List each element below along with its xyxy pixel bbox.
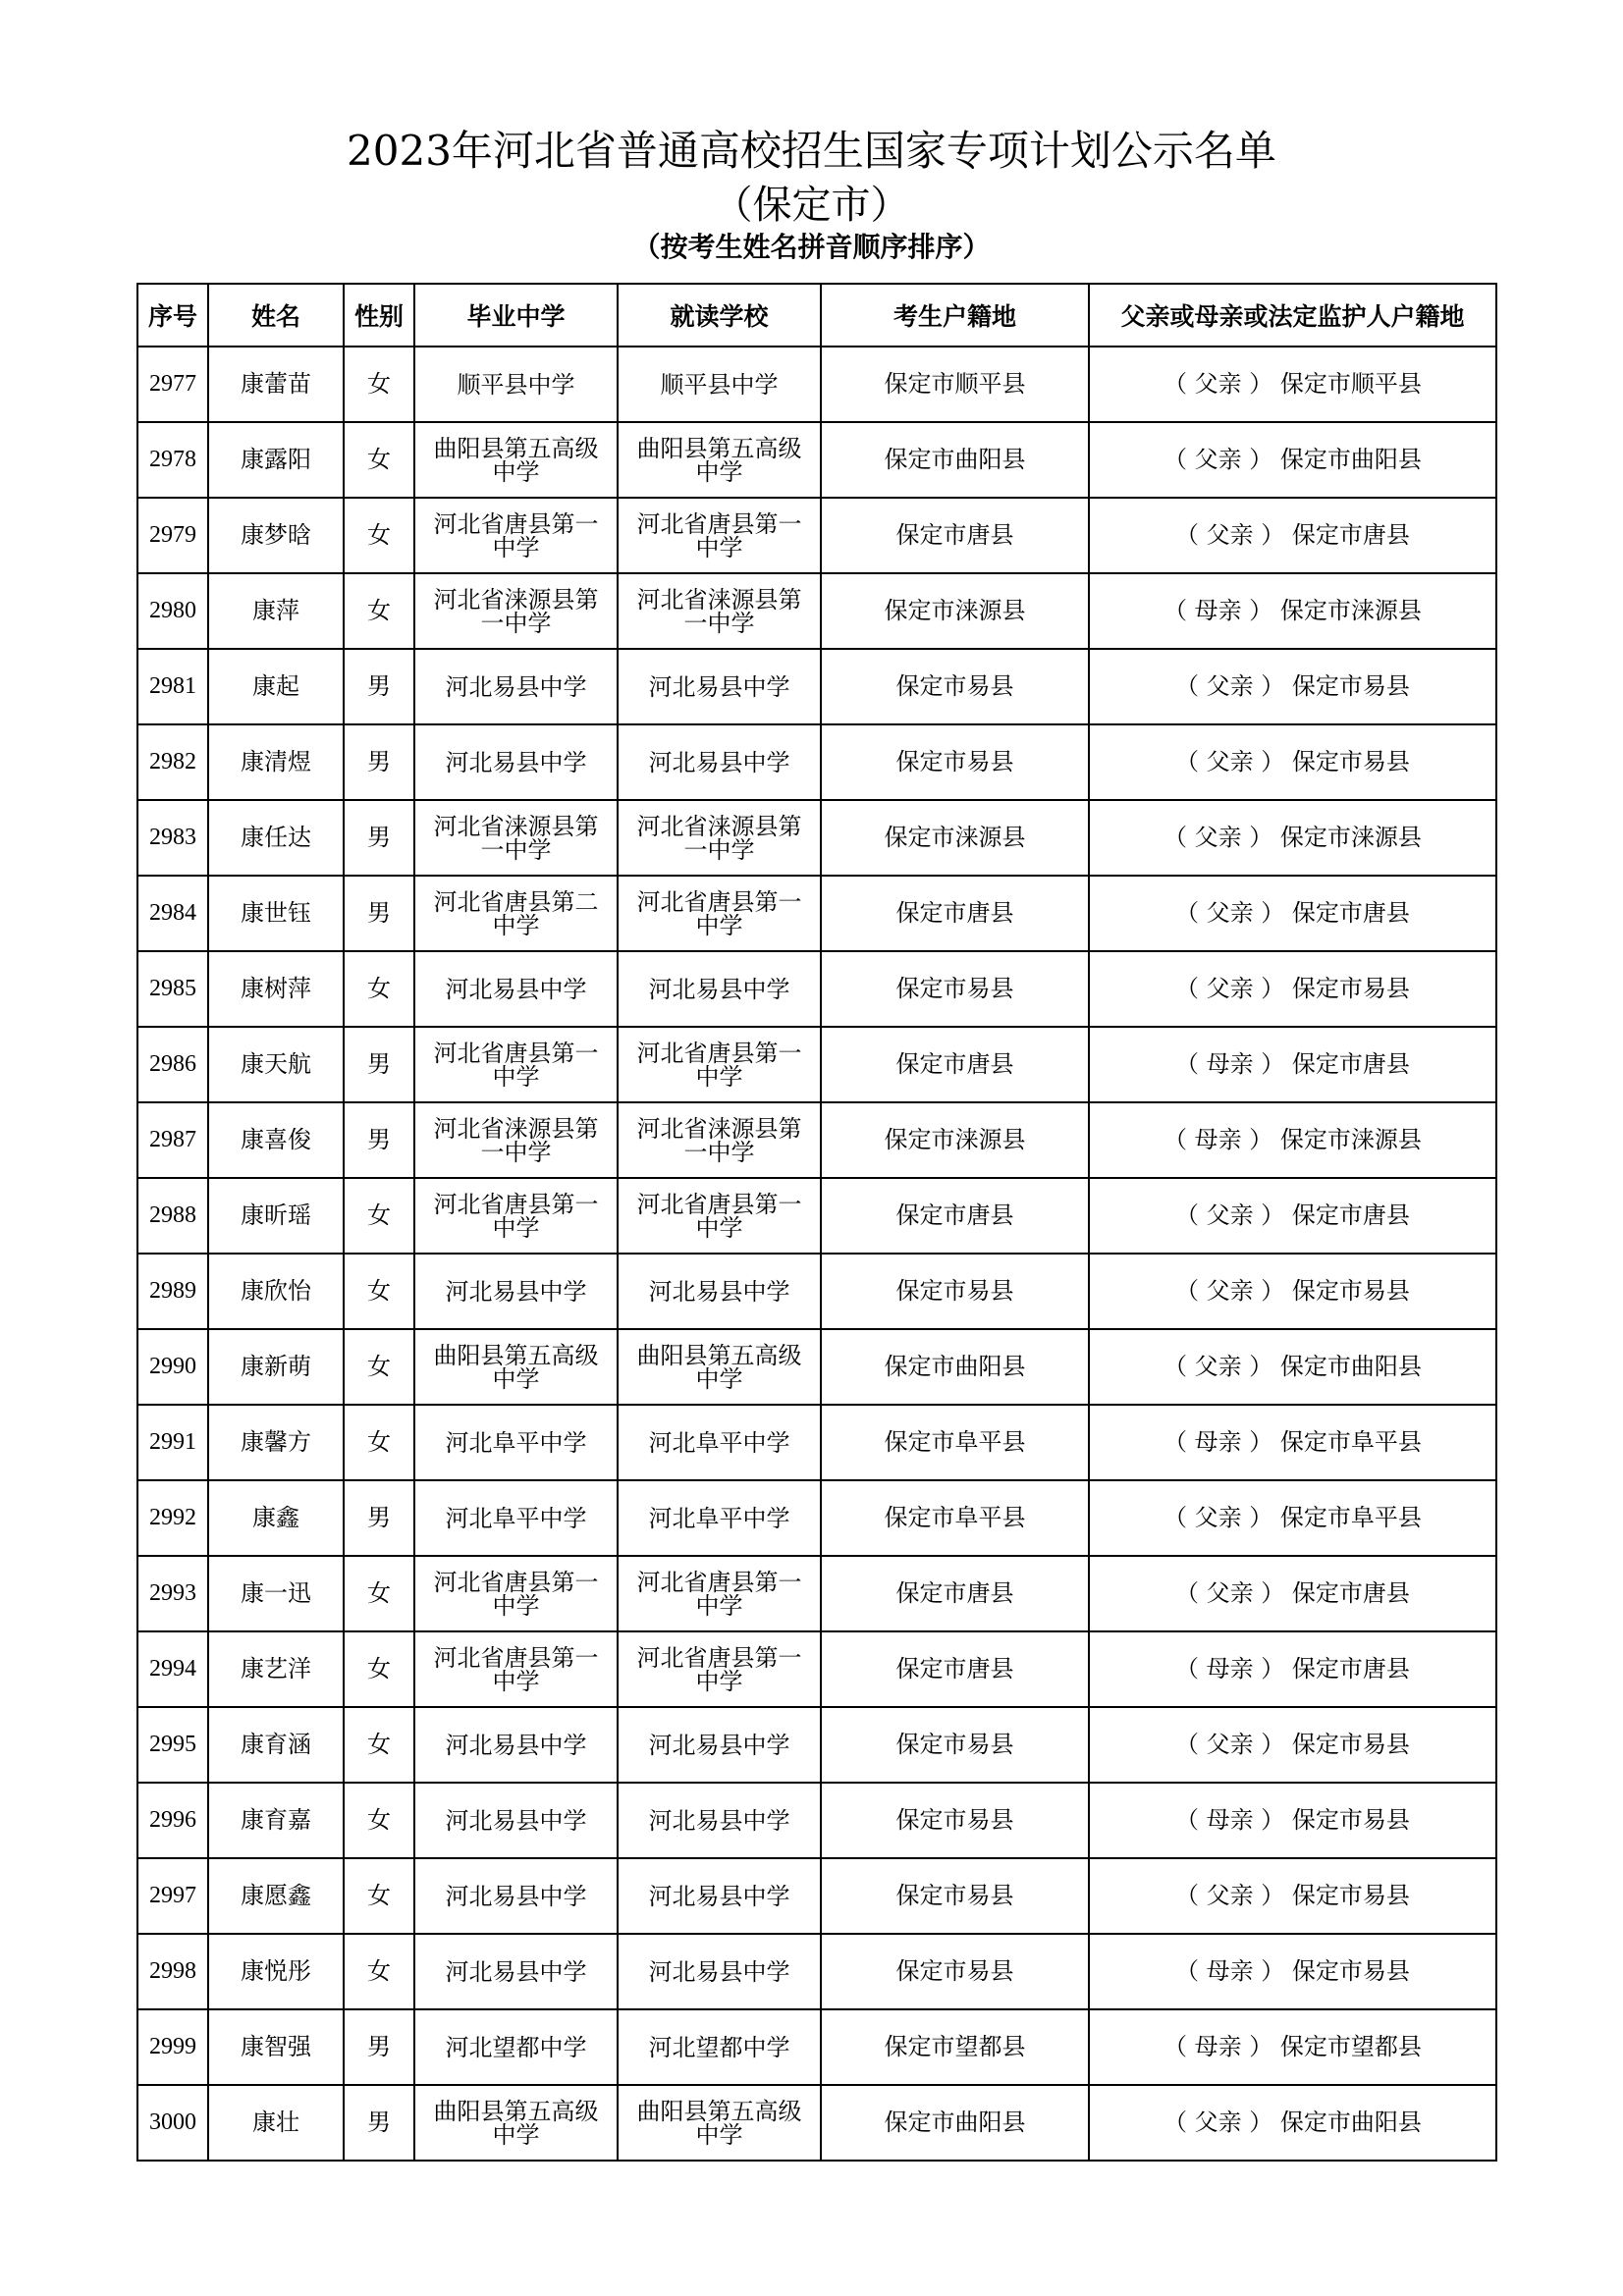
school-text: 河北省涞源县第一中学: [636, 812, 802, 864]
table-body: [137, 347, 1496, 2161]
cell-guardian-hukou: （ 母亲 ） 保定市阜平县: [1089, 1405, 1496, 1480]
school-text: 河北省唐县第一中学: [636, 1039, 802, 1091]
cell-gender: 女: [344, 1858, 414, 1934]
cell-seq: 2999: [137, 2009, 208, 2085]
cell-gender: 男: [344, 800, 414, 876]
cell-guardian-hukou: （ 父亲 ） 保定市唐县: [1089, 1556, 1496, 1631]
cell-hukou: 保定市唐县: [821, 1027, 1089, 1102]
cell-hukou: 保定市唐县: [821, 1556, 1089, 1631]
cell-current-school: [618, 724, 821, 800]
cell-gender: 男: [344, 876, 414, 951]
document-subtitle: （保定市）: [713, 183, 910, 228]
school-text: 河北易县中学: [445, 1806, 587, 1835]
cell-guardian-hukou: （ 父亲 ） 保定市涞源县: [1089, 800, 1496, 876]
cell-seq: 2998: [137, 1934, 208, 2009]
table-row: [137, 1858, 1496, 1934]
table-row: [137, 1178, 1496, 1254]
cell-seq: 2987: [137, 1102, 208, 1178]
cell-seq: 2990: [137, 1329, 208, 1405]
cell-name: 康树萍: [208, 951, 344, 1027]
cell-seq: 2997: [137, 1858, 208, 1934]
cell-current-school: [618, 1178, 821, 1254]
cell-hukou: 保定市易县: [821, 951, 1089, 1027]
cell-guardian-hukou: （ 父亲 ） 保定市易县: [1089, 1858, 1496, 1934]
cell-current-school: [618, 951, 821, 1027]
cell-guardian-hukou: （ 母亲 ） 保定市唐县: [1089, 1027, 1496, 1102]
cell-guardian-hukou: （ 父亲 ） 保定市易县: [1089, 724, 1496, 800]
school-text: 河北阜平中学: [445, 1428, 587, 1457]
cell-hukou: 保定市易县: [821, 1707, 1089, 1783]
header-current-school: 就读学校: [618, 284, 821, 347]
cell-current-school: [618, 1858, 821, 1934]
cell-seq: 2996: [137, 1783, 208, 1858]
school-text: 河北望都中学: [648, 2033, 790, 2061]
table-row: [137, 498, 1496, 573]
school-text: 河北阜平中学: [648, 1504, 790, 1532]
cell-seq: 2982: [137, 724, 208, 800]
cell-current-school: [618, 498, 821, 573]
school-text: 河北易县中学: [648, 975, 790, 1003]
cell-current-school: [618, 347, 821, 422]
cell-gender: 女: [344, 1178, 414, 1254]
table-row: [137, 1707, 1496, 1783]
school-text: 河北易县中学: [445, 975, 587, 1003]
header-hukou: 考生户籍地: [821, 284, 1089, 347]
school-text: 河北易县中学: [445, 672, 587, 701]
cell-graduated-school: [414, 800, 618, 876]
cell-name: 康愿鑫: [208, 1858, 344, 1934]
cell-hukou: 保定市易县: [821, 649, 1089, 724]
table-row: [137, 1783, 1496, 1858]
cell-guardian-hukou: （ 父亲 ） 保定市顺平县: [1089, 347, 1496, 422]
cell-gender: 男: [344, 1102, 414, 1178]
school-text: 河北易县中学: [648, 1957, 790, 1986]
cell-graduated-school: [414, 951, 618, 1027]
cell-current-school: [618, 1631, 821, 1707]
cell-name: 康天航: [208, 1027, 344, 1102]
cell-current-school: [618, 876, 821, 951]
cell-name: 康蕾苗: [208, 347, 344, 422]
header-gender: 性别: [344, 284, 414, 347]
cell-gender: 男: [344, 2085, 414, 2161]
school-text: 河北易县中学: [445, 1277, 587, 1306]
cell-name: 康萍: [208, 573, 344, 649]
cell-seq: 2993: [137, 1556, 208, 1631]
school-text: 河北省唐县第一中学: [433, 1039, 599, 1091]
cell-name: 康一迅: [208, 1556, 344, 1631]
school-text: 河北省唐县第一中学: [433, 1568, 599, 1620]
cell-current-school: [618, 1027, 821, 1102]
school-text: 河北省唐县第二中学: [433, 887, 599, 939]
cell-current-school: [618, 1254, 821, 1329]
cell-guardian-hukou: （ 母亲 ） 保定市易县: [1089, 1934, 1496, 2009]
table-row: [137, 2085, 1496, 2161]
table-row: [137, 1934, 1496, 2009]
cell-seq: 2986: [137, 1027, 208, 1102]
cell-name: 康清煜: [208, 724, 344, 800]
cell-name: 康艺洋: [208, 1631, 344, 1707]
header-guardian-hukou: 父亲或母亲或法定监护人户籍地: [1089, 284, 1496, 347]
cell-graduated-school: [414, 724, 618, 800]
cell-current-school: [618, 2085, 821, 2161]
cell-hukou: 保定市唐县: [821, 1178, 1089, 1254]
cell-gender: 女: [344, 1707, 414, 1783]
cell-gender: 女: [344, 1254, 414, 1329]
cell-graduated-school: [414, 1480, 618, 1556]
cell-gender: 女: [344, 951, 414, 1027]
cell-hukou: 保定市涞源县: [821, 800, 1089, 876]
cell-seq: 2983: [137, 800, 208, 876]
school-text: 曲阳县第五高级中学: [433, 1341, 599, 1393]
header-seq: 序号: [137, 284, 208, 347]
cell-seq: 2989: [137, 1254, 208, 1329]
school-text: 河北阜平中学: [648, 1428, 790, 1457]
table-row: [137, 1329, 1496, 1405]
cell-hukou: 保定市易县: [821, 1858, 1089, 1934]
table-row: [137, 724, 1496, 800]
cell-guardian-hukou: （ 父亲 ） 保定市易县: [1089, 649, 1496, 724]
cell-gender: 女: [344, 573, 414, 649]
table-row: [137, 422, 1496, 498]
school-text: 河北省涞源县第一中学: [636, 585, 802, 637]
cell-seq: 2979: [137, 498, 208, 573]
cell-hukou: 保定市易县: [821, 1254, 1089, 1329]
cell-gender: 女: [344, 1329, 414, 1405]
school-text: 河北易县中学: [648, 1731, 790, 1759]
cell-guardian-hukou: （ 父亲 ） 保定市唐县: [1089, 498, 1496, 573]
cell-gender: 女: [344, 1934, 414, 2009]
cell-name: 康育嘉: [208, 1783, 344, 1858]
cell-name: 康育涵: [208, 1707, 344, 1783]
cell-guardian-hukou: （ 父亲 ） 保定市唐县: [1089, 876, 1496, 951]
cell-graduated-school: [414, 2085, 618, 2161]
cell-hukou: 保定市涞源县: [821, 573, 1089, 649]
cell-current-school: [618, 573, 821, 649]
cell-seq: 2981: [137, 649, 208, 724]
cell-current-school: [618, 1102, 821, 1178]
sort-note: （按考生姓名拼音顺序排序）: [632, 231, 991, 263]
cell-current-school: [618, 2009, 821, 2085]
school-text: 河北易县中学: [445, 1731, 587, 1759]
cell-guardian-hukou: （ 父亲 ） 保定市易县: [1089, 951, 1496, 1027]
cell-graduated-school: [414, 573, 618, 649]
cell-guardian-hukou: （ 母亲 ） 保定市唐县: [1089, 1631, 1496, 1707]
cell-seq: 2994: [137, 1631, 208, 1707]
school-text: 河北省唐县第一中学: [636, 887, 802, 939]
cell-hukou: 保定市阜平县: [821, 1405, 1089, 1480]
cell-graduated-school: [414, 1934, 618, 2009]
cell-graduated-school: [414, 1178, 618, 1254]
cell-guardian-hukou: （ 母亲 ） 保定市涞源县: [1089, 573, 1496, 649]
cell-graduated-school: [414, 1254, 618, 1329]
header-row: [137, 284, 1496, 347]
cell-hukou: 保定市易县: [821, 1934, 1089, 2009]
cell-hukou: 保定市涞源县: [821, 1102, 1089, 1178]
cell-gender: 女: [344, 1631, 414, 1707]
cell-seq: 2985: [137, 951, 208, 1027]
cell-guardian-hukou: （ 父亲 ） 保定市唐县: [1089, 1178, 1496, 1254]
cell-graduated-school: [414, 1707, 618, 1783]
table-row: [137, 1254, 1496, 1329]
cell-graduated-school: [414, 1027, 618, 1102]
cell-guardian-hukou: （ 母亲 ） 保定市涞源县: [1089, 1102, 1496, 1178]
school-text: 河北省唐县第一中学: [433, 1190, 599, 1242]
table-row: [137, 649, 1496, 724]
cell-name: 康起: [208, 649, 344, 724]
cell-name: 康壮: [208, 2085, 344, 2161]
school-text: 河北省唐县第一中学: [636, 1643, 802, 1695]
cell-graduated-school: [414, 1556, 618, 1631]
cell-guardian-hukou: （ 母亲 ） 保定市望都县: [1089, 2009, 1496, 2085]
school-text: 河北望都中学: [445, 2033, 587, 2061]
cell-gender: 女: [344, 347, 414, 422]
cell-gender: 男: [344, 1027, 414, 1102]
cell-hukou: 保定市曲阳县: [821, 2085, 1089, 2161]
cell-graduated-school: [414, 1102, 618, 1178]
cell-seq: 2988: [137, 1178, 208, 1254]
school-text: 曲阳县第五高级中学: [636, 2097, 802, 2149]
cell-hukou: 保定市顺平县: [821, 347, 1089, 422]
cell-hukou: 保定市唐县: [821, 1631, 1089, 1707]
table-row: [137, 951, 1496, 1027]
school-text: 曲阳县第五高级中学: [433, 434, 599, 486]
school-text: 河北省涞源县第一中学: [636, 1114, 802, 1166]
cell-graduated-school: [414, 1858, 618, 1934]
cell-graduated-school: [414, 1405, 618, 1480]
cell-graduated-school: [414, 498, 618, 573]
cell-seq: 2977: [137, 347, 208, 422]
cell-name: 康任达: [208, 800, 344, 876]
table-row: [137, 347, 1496, 422]
cell-name: 康新萌: [208, 1329, 344, 1405]
school-text: 河北易县中学: [445, 748, 587, 776]
cell-graduated-school: [414, 1631, 618, 1707]
table-row: [137, 1102, 1496, 1178]
cell-name: 康喜俊: [208, 1102, 344, 1178]
school-text: 河北省唐县第一中学: [433, 1643, 599, 1695]
cell-graduated-school: [414, 2009, 618, 2085]
cell-seq: 3000: [137, 2085, 208, 2161]
table-row: [137, 573, 1496, 649]
cell-hukou: 保定市阜平县: [821, 1480, 1089, 1556]
school-text: 顺平县中学: [660, 370, 779, 399]
cell-graduated-school: [414, 422, 618, 498]
cell-current-school: [618, 1934, 821, 2009]
cell-guardian-hukou: （ 父亲 ） 保定市阜平县: [1089, 1480, 1496, 1556]
cell-guardian-hukou: （ 父亲 ） 保定市曲阳县: [1089, 422, 1496, 498]
cell-seq: 2992: [137, 1480, 208, 1556]
cell-hukou: 保定市唐县: [821, 876, 1089, 951]
header-name: 姓名: [208, 284, 344, 347]
header-graduated-school: 毕业中学: [414, 284, 618, 347]
school-text: 河北省唐县第一中学: [433, 509, 599, 561]
cell-gender: 男: [344, 1480, 414, 1556]
cell-gender: 女: [344, 1783, 414, 1858]
school-text: 曲阳县第五高级中学: [636, 1341, 802, 1393]
school-text: 河北省唐县第一中学: [636, 1190, 802, 1242]
school-text: 顺平县中学: [457, 370, 575, 399]
school-text: 河北省涞源县第一中学: [433, 812, 599, 864]
document-title: 2023年河北省普通高校招生国家专项计划公示名单: [347, 127, 1276, 175]
cell-name: 康智强: [208, 2009, 344, 2085]
school-text: 河北易县中学: [648, 1806, 790, 1835]
school-text: 河北省涞源县第一中学: [433, 1114, 599, 1166]
school-text: 河北易县中学: [648, 1882, 790, 1910]
cell-name: 康馨方: [208, 1405, 344, 1480]
school-text: 河北易县中学: [445, 1882, 587, 1910]
cell-graduated-school: [414, 1783, 618, 1858]
cell-current-school: [618, 1329, 821, 1405]
cell-gender: 女: [344, 498, 414, 573]
table-row: [137, 800, 1496, 876]
school-text: 河北省唐县第一中学: [636, 509, 802, 561]
table-row: [137, 1480, 1496, 1556]
table-row: [137, 1027, 1496, 1102]
cell-name: 康欣怡: [208, 1254, 344, 1329]
table-row: [137, 1556, 1496, 1631]
cell-current-school: [618, 1480, 821, 1556]
cell-current-school: [618, 422, 821, 498]
school-text: 河北易县中学: [648, 748, 790, 776]
cell-hukou: 保定市唐县: [821, 498, 1089, 573]
school-text: 河北易县中学: [648, 672, 790, 701]
cell-current-school: [618, 800, 821, 876]
table-row: [137, 876, 1496, 951]
table-row: [137, 1631, 1496, 1707]
cell-gender: 男: [344, 724, 414, 800]
school-text: 河北省唐县第一中学: [636, 1568, 802, 1620]
cell-guardian-hukou: （ 父亲 ） 保定市易县: [1089, 1254, 1496, 1329]
cell-graduated-school: [414, 347, 618, 422]
cell-guardian-hukou: （ 父亲 ） 保定市易县: [1089, 1707, 1496, 1783]
cell-hukou: 保定市易县: [821, 1783, 1089, 1858]
cell-hukou: 保定市曲阳县: [821, 1329, 1089, 1405]
cell-seq: 2980: [137, 573, 208, 649]
cell-graduated-school: [414, 876, 618, 951]
cell-name: 康鑫: [208, 1480, 344, 1556]
cell-current-school: [618, 649, 821, 724]
cell-gender: 女: [344, 1405, 414, 1480]
cell-seq: 2995: [137, 1707, 208, 1783]
cell-gender: 女: [344, 1556, 414, 1631]
school-text: 河北易县中学: [648, 1277, 790, 1306]
cell-hukou: 保定市望都县: [821, 2009, 1089, 2085]
cell-hukou: 保定市曲阳县: [821, 422, 1089, 498]
school-text: 曲阳县第五高级中学: [433, 2097, 599, 2149]
cell-guardian-hukou: （ 父亲 ） 保定市曲阳县: [1089, 1329, 1496, 1405]
cell-current-school: [618, 1556, 821, 1631]
cell-current-school: [618, 1783, 821, 1858]
table-row: [137, 1405, 1496, 1480]
table-row: [137, 2009, 1496, 2085]
roster-table: [136, 283, 1497, 2162]
cell-name: 康露阳: [208, 422, 344, 498]
cell-seq: 2978: [137, 422, 208, 498]
cell-gender: 男: [344, 2009, 414, 2085]
cell-graduated-school: [414, 649, 618, 724]
school-text: 河北省涞源县第一中学: [433, 585, 599, 637]
cell-graduated-school: [414, 1329, 618, 1405]
school-text: 河北易县中学: [445, 1957, 587, 1986]
cell-gender: 女: [344, 422, 414, 498]
school-text: 河北阜平中学: [445, 1504, 587, 1532]
cell-name: 康世钰: [208, 876, 344, 951]
school-text: 曲阳县第五高级中学: [636, 434, 802, 486]
cell-current-school: [618, 1405, 821, 1480]
cell-guardian-hukou: （ 父亲 ） 保定市曲阳县: [1089, 2085, 1496, 2161]
cell-hukou: 保定市易县: [821, 724, 1089, 800]
cell-gender: 男: [344, 649, 414, 724]
cell-name: 康梦晗: [208, 498, 344, 573]
cell-name: 康悦彤: [208, 1934, 344, 2009]
cell-guardian-hukou: （ 母亲 ） 保定市易县: [1089, 1783, 1496, 1858]
cell-seq: 2984: [137, 876, 208, 951]
cell-current-school: [618, 1707, 821, 1783]
cell-seq: 2991: [137, 1405, 208, 1480]
cell-name: 康昕瑶: [208, 1178, 344, 1254]
